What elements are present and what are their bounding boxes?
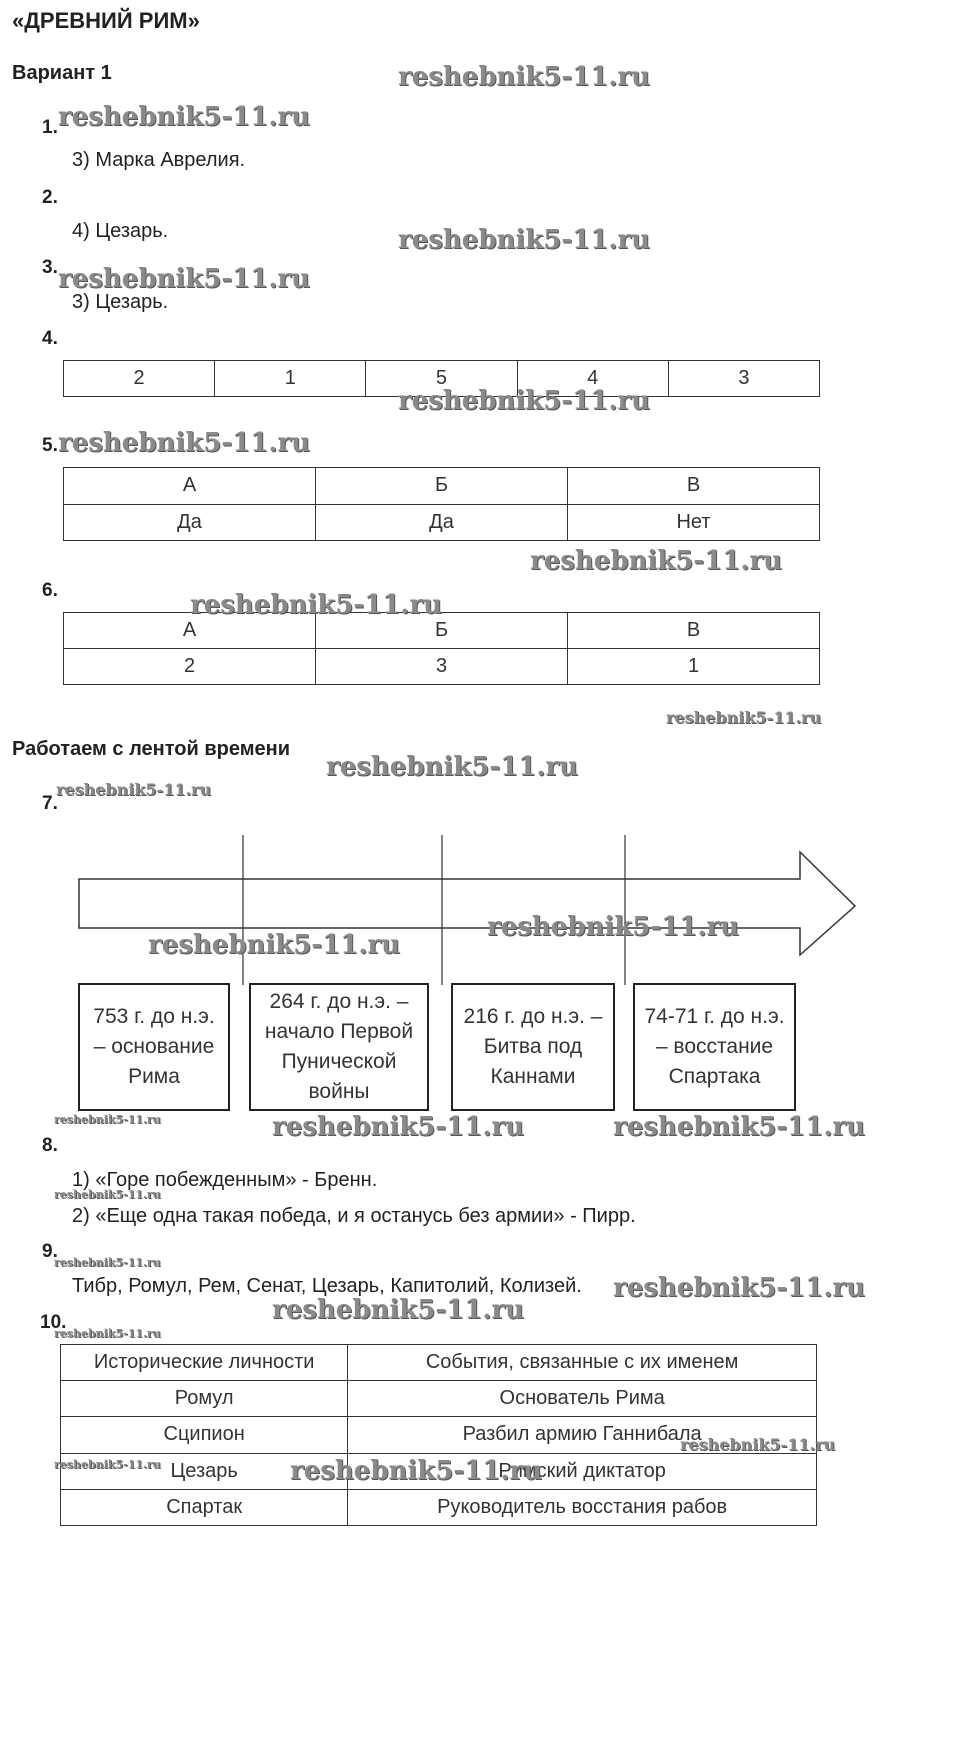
q5-header: Б — [316, 468, 568, 505]
q5-header: А — [64, 468, 316, 505]
q5-table — [63, 467, 820, 541]
question-number-8: 8. — [42, 1135, 58, 1156]
watermark: reshebnik5-11.ru — [58, 264, 311, 294]
watermark: reshebnik5-11.ru — [398, 386, 651, 416]
quote-line: 1) «Горе побежденным» - Бренн. — [72, 1169, 378, 1191]
timeline-event-box: 74-71 г. до н.э. – восстание Спартака — [633, 983, 796, 1111]
q10-event: Руководитель восстания рабов — [348, 1489, 817, 1525]
question-number-4: 4. — [42, 328, 58, 349]
watermark: reshebnik5-11.ru — [54, 1327, 161, 1340]
watermark: reshebnik5-11.ru — [58, 428, 311, 458]
quote-line: 2) «Еще одна такая победа, и я останусь без армии» - Пирр. — [72, 1205, 636, 1227]
watermark: reshebnik5-11.ru — [56, 780, 212, 799]
question-number-9: 9. — [42, 1241, 58, 1262]
watermark: reshebnik5-11.ru — [148, 930, 401, 960]
timeline-arrow — [0, 830, 964, 990]
answer-3: 3) Цезарь. — [72, 291, 169, 313]
question-number-10: 10. — [40, 1312, 67, 1333]
watermark: reshebnik5-11.ru — [487, 912, 740, 942]
watermark: reshebnik5-11.ru — [398, 62, 651, 92]
answer-9: Тибр, Ромул, Рем, Сенат, Цезарь, Капитолий, Колизей. — [72, 1275, 582, 1297]
q6-value: 1 — [568, 649, 820, 685]
watermark: reshebnik5-11.ru — [398, 225, 651, 255]
q10-person: Спартак — [61, 1489, 348, 1525]
q5-value: Нет — [568, 504, 820, 541]
watermark: reshebnik5-11.ru — [54, 1458, 161, 1471]
q5-value: Да — [64, 504, 316, 541]
answer-2: 4) Цезарь. — [72, 220, 169, 242]
q6-header: Б — [316, 613, 568, 649]
watermark: reshebnik5-11.ru — [272, 1112, 525, 1142]
page-title: «ДРЕВНИЙ РИМ» — [12, 8, 200, 33]
q10-person: Ромул — [61, 1381, 348, 1417]
q10-person: Сципион — [61, 1417, 348, 1453]
question-number-2: 2. — [42, 187, 58, 208]
q4-cell: 1 — [215, 361, 366, 397]
watermark: reshebnik5-11.ru — [190, 590, 443, 620]
q4-cell: 4 — [517, 361, 668, 397]
q6-header: А — [64, 613, 316, 649]
watermark: reshebnik5-11.ru — [613, 1273, 866, 1303]
question-number-5: 5. — [42, 435, 58, 456]
answer-1: 3) Марка Аврелия. — [72, 149, 246, 171]
q10-header: События, связанные с их именем — [348, 1345, 817, 1381]
q6-value: 2 — [64, 649, 316, 685]
question-number-7: 7. — [42, 793, 58, 814]
watermark: reshebnik5-11.ru — [680, 1435, 836, 1454]
q4-cell: 2 — [64, 361, 215, 397]
timeline-event-box: 216 г. до н.э. – Битва под Каннами — [451, 983, 615, 1111]
watermark: reshebnik5-11.ru — [54, 1188, 161, 1201]
q6-value: 3 — [316, 649, 568, 685]
timeline-event-box: 264 г. до н.э. – начало Первой Пунической войны — [249, 983, 429, 1111]
timeline-event-box: 753 г. до н.э. – основание Рима — [78, 983, 230, 1111]
q6-header: В — [568, 613, 820, 649]
watermark: reshebnik5-11.ru — [530, 546, 783, 576]
q10-person: Цезарь — [61, 1453, 348, 1489]
question-number-6: 6. — [42, 580, 58, 601]
q10-event: Разбил армию Ганнибала — [348, 1417, 817, 1453]
q4-cell: 5 — [366, 361, 517, 397]
q5-header: В — [568, 468, 820, 505]
watermark: reshebnik5-11.ru — [54, 1113, 161, 1126]
q5-value: Да — [316, 504, 568, 541]
watermark: reshebnik5-11.ru — [272, 1295, 525, 1325]
timeline-heading: Работаем с лентой времени — [12, 738, 290, 760]
watermark: reshebnik5-11.ru — [290, 1456, 543, 1486]
watermark: reshebnik5-11.ru — [613, 1112, 866, 1142]
question-number-3: 3. — [42, 257, 58, 278]
q10-header: Исторические личности — [61, 1345, 348, 1381]
q6-table — [63, 612, 820, 685]
watermark: reshebnik5-11.ru — [54, 1256, 161, 1269]
watermark: reshebnik5-11.ru — [326, 752, 579, 782]
variant-heading: Вариант 1 — [12, 62, 112, 84]
q4-cell: 3 — [668, 361, 819, 397]
watermark: reshebnik5-11.ru — [666, 708, 822, 727]
q10-event: Римский диктатор — [348, 1453, 817, 1489]
question-number-1: 1. — [42, 117, 58, 138]
q10-event: Основатель Рима — [348, 1381, 817, 1417]
watermark: reshebnik5-11.ru — [58, 102, 311, 132]
